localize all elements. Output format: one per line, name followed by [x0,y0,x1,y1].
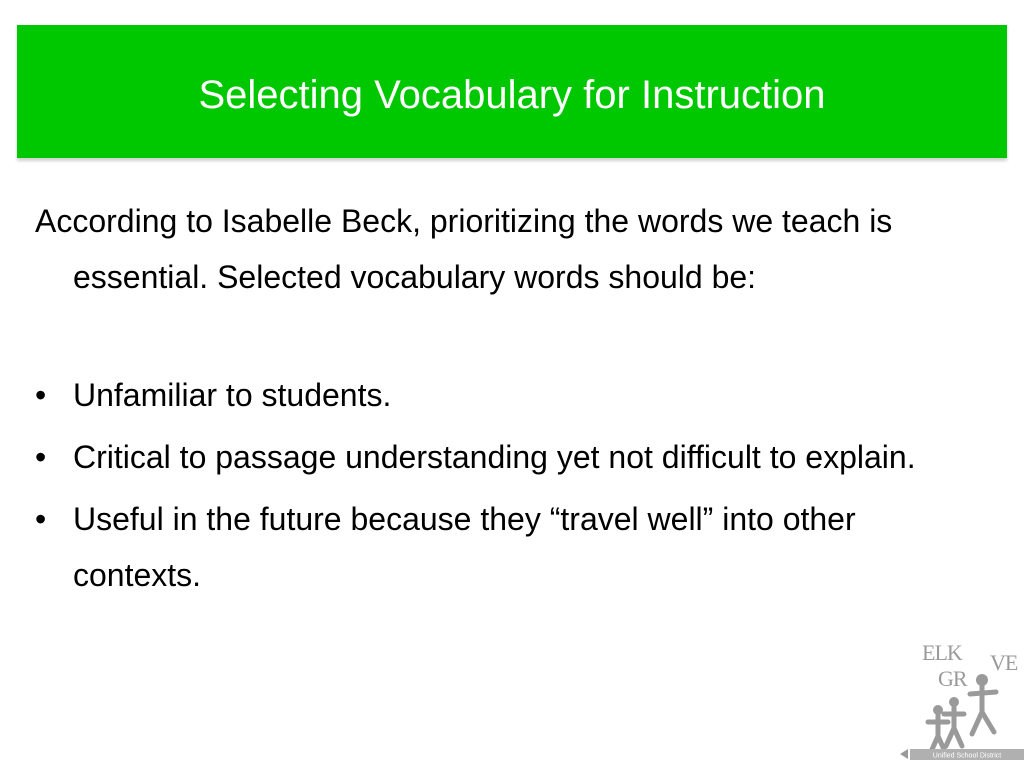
logo-gr-text: GR [938,666,967,691]
slide-body [35,193,975,609]
slide-title: Selecting Vocabulary for Instruction [198,73,826,117]
title-bar [17,25,1007,158]
bullet-text: Unfamiliar to students. [73,377,392,413]
bullet-icon: • [35,377,47,413]
bullet-item [35,367,975,423]
bullet-item [35,491,975,603]
bullet-item [35,429,975,485]
logo-ve-text: VE [990,650,1018,675]
elk-grove-logo [900,636,1024,768]
bullet-text: Useful in the future because they “travel well” into other contexts. [73,501,856,593]
logo-tagline-text: Unified School District [932,752,1002,760]
bullet-icon: • [35,501,47,537]
bullet-text: Critical to passage understanding yet not difficult to explain. [73,439,916,475]
intro-paragraph: According to Isabelle Beck, prioritizing the words we teach is essential. Selected vocabulary words should be: [35,203,893,295]
bullet-list [35,367,975,603]
logo-elk-text: ELK [922,640,962,665]
bullet-icon: • [35,439,47,475]
logo-arrow-icon [900,749,908,759]
